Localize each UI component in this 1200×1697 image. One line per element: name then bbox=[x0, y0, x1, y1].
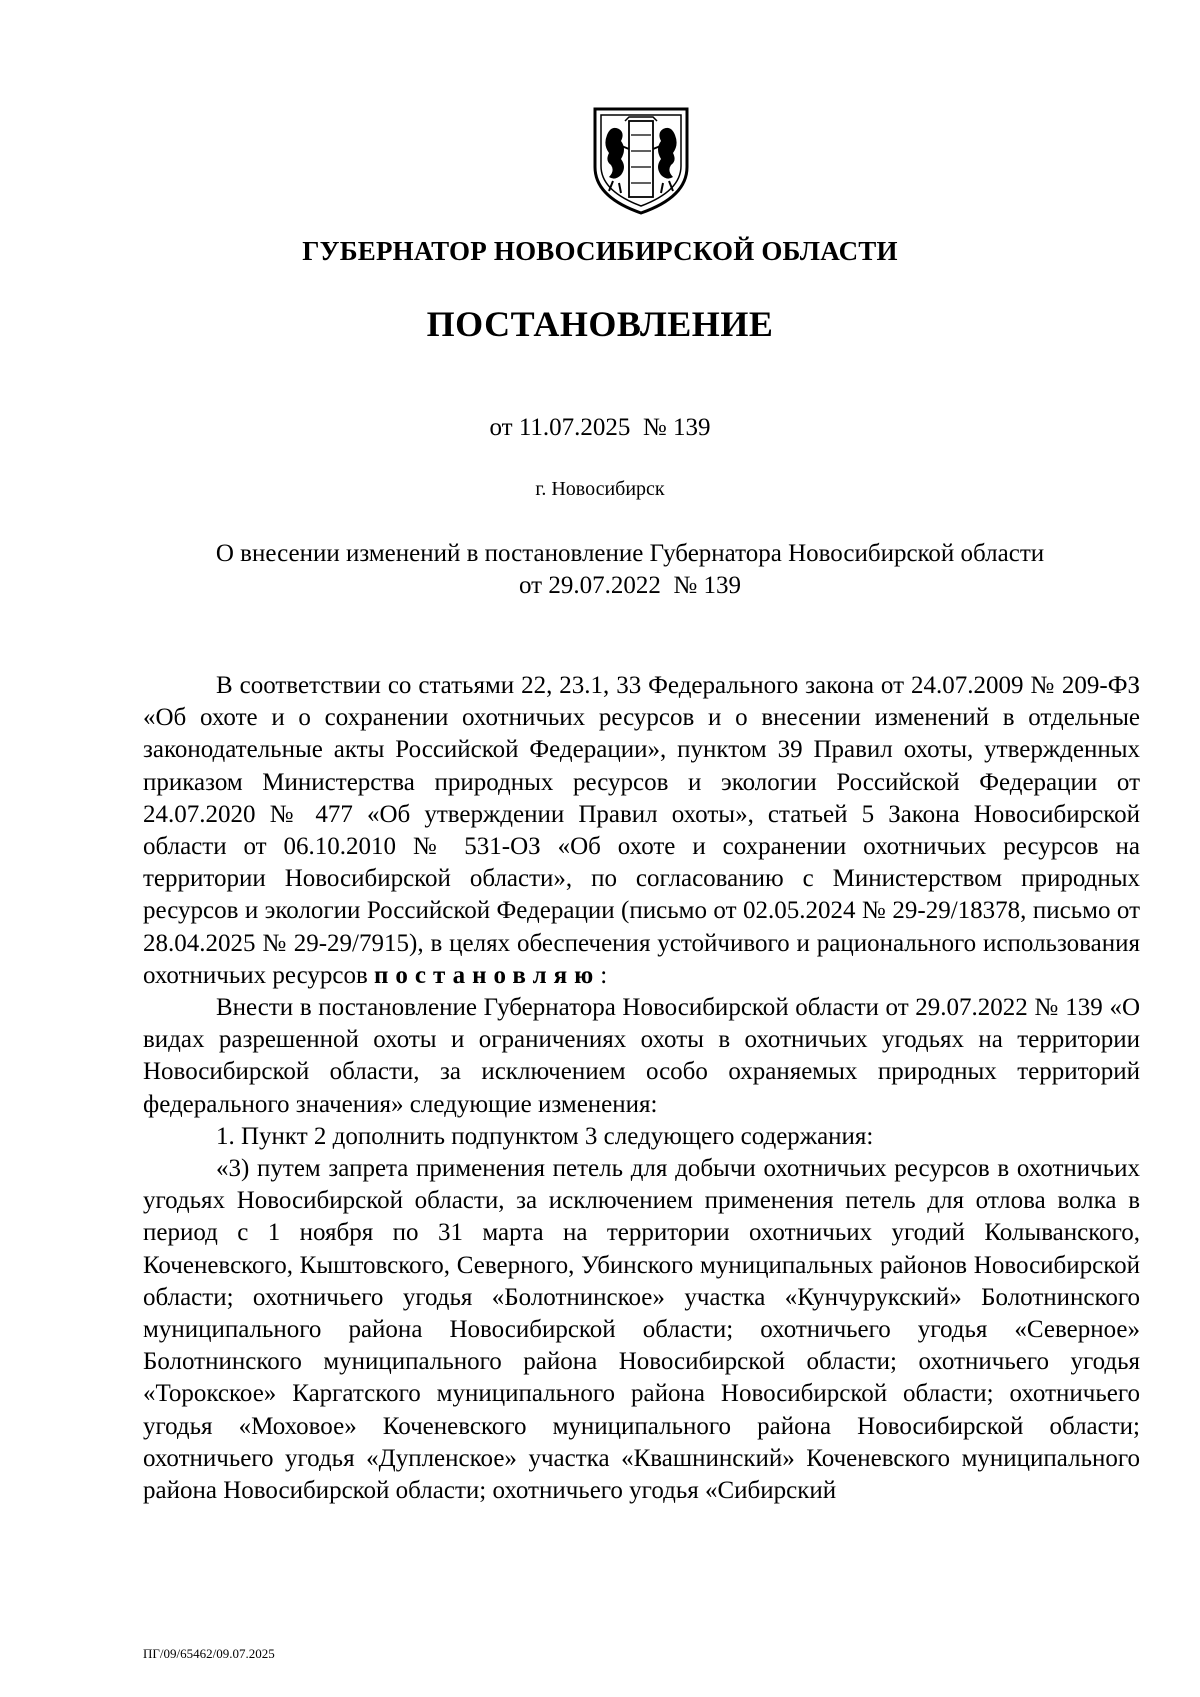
resolution-keyword: постановляю bbox=[374, 961, 601, 989]
subject-line-1: О внесении изменений в постановление Губернатора Новосибирской области bbox=[215, 540, 1045, 567]
document-body bbox=[143, 670, 1140, 1507]
coat-of-arms-icon bbox=[591, 105, 691, 217]
issuing-authority: ГУБЕРНАТОР НОВОСИБИРСКОЙ ОБЛАСТИ bbox=[302, 236, 898, 266]
document-place: г. Новосибирск bbox=[535, 478, 665, 500]
document-date-number: от 11.07.2025 № 139 bbox=[489, 414, 711, 441]
preamble-text: В соответствии со статьями 22, 23.1, 33 Федерального закона от 24.07.2009 № 209-ФЗ «Об охоте и о сохранении охотничьих ресурсов и о внесении изменений в отдельные законодательные акты Российской Федерации», пунктом 39 Правил охоты, утвержденных приказом Министерства природных ресурсов и экологии Российской Федерации от 24.07.2020 № 477 «Об утверждении Правил охоты», статьей 5 Закона Новосибирской области от 06.10.2010 № 531-ОЗ «Об охоте и сохранении охотничьих ресурсов на территории Новосибирской области», по согласованию с Министерством природных ресурсов и экологии Российской Федерации (письмо от 02.05.2024 № 29-29/18378, письмо от 28.04.2025 № 29-29/7915), в целях обеспечения устойчивого и рационального использования охотничьих ресурсов bbox=[143, 672, 1140, 989]
body-paragraph-amend: Внести в постановление Губернатора Новосибирской области от 29.07.2022 № 139 «О видах разрешенной охоты и ограничениях охоты в охотничьих угодьях на территории Новосибирской области, за исключением особо охраняемых природных территорий федерального значения» следующие изменения: bbox=[143, 994, 1140, 1118]
document-type-title: ПОСТАНОВЛЕНИЕ bbox=[426, 304, 774, 344]
body-paragraph-subitem-3: «3) путем запрета применения петель для добычи охотничьих ресурсов в охотничьих угодьях Новосибирской области, за исключением применения петель для отлова волка в период с 1 ноября по 31 марта на территории охотничьих угодий Колыванского, Коченевского, Кыштовского, Северного, Убинского муниципальных районов Новосибирской области; охотничьего угодья «Болотнинское» участка «Кунчурукский» Болотнинского муниципального района Новосибирской области; охотничьего угодья «Северное» Болотнинского муниципального района Новосибирской области; охотничьего угодья «Торокское» Каргатского муниципального района Новосибирской области; охотничьего угодья «Моховое» Коченевского муниципального района Новосибирской области; охотничьего угодья «Дупленское» участка «Квашнинский» Коченевского муниципального района Новосибирской области; охотничьего угодья «Сибирский bbox=[143, 1155, 1140, 1505]
document-subject bbox=[140, 538, 1120, 602]
body-paragraph-preamble bbox=[143, 670, 1140, 992]
preamble-colon: : bbox=[600, 961, 608, 989]
body-paragraph-item-1: 1. Пункт 2 дополнить подпунктом 3 следующего содержания: bbox=[216, 1122, 874, 1150]
subject-line-2: от 29.07.2022 № 139 bbox=[519, 572, 741, 599]
document-footer-code: ПГ/09/65462/09.07.2025 bbox=[143, 1646, 275, 1661]
